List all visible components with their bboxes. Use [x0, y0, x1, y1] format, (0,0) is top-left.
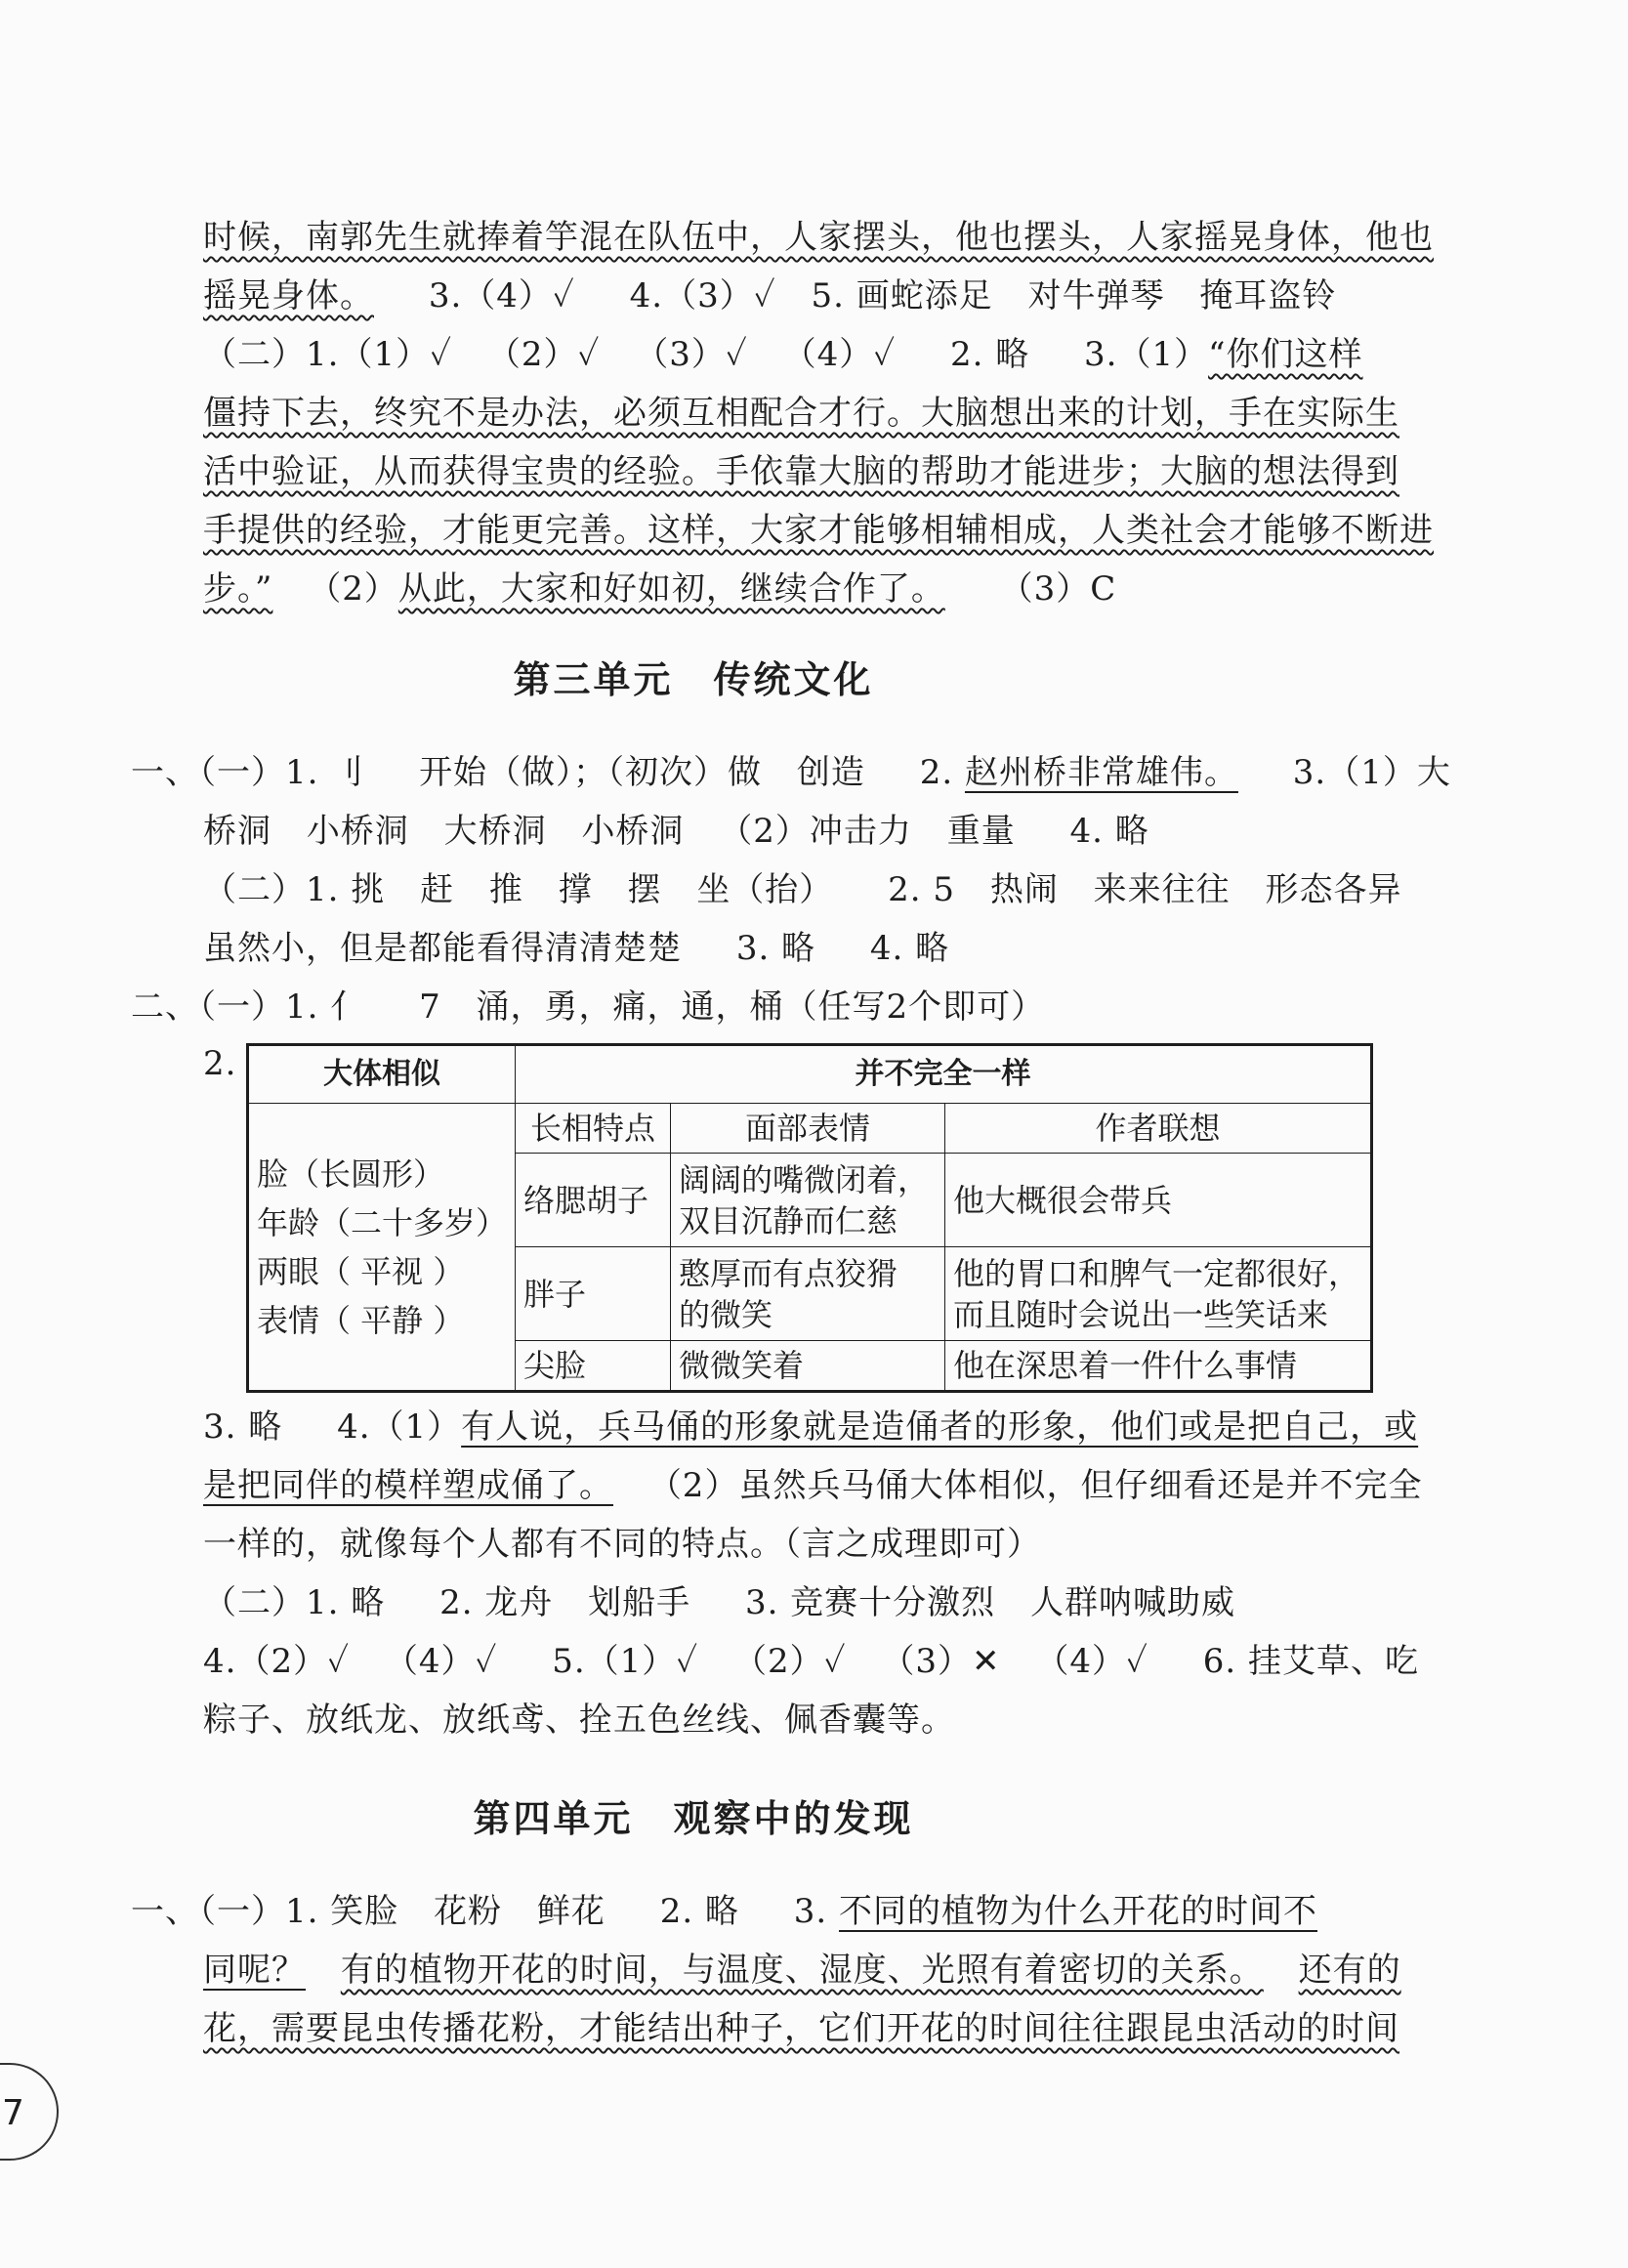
text-line: 手提供的经验，才能更完善。这样，大家才能够相辅相成，人类社会才能够不断进 — [203, 511, 1434, 550]
text-line: 步。” （2）从此，大家和好如初，继续合作了。 （3）C — [203, 569, 1117, 609]
table-cell: 尖脸 — [516, 1341, 671, 1392]
table-cell: 微微笑着 — [671, 1341, 945, 1392]
unit-title: 第三单元 传统文化 — [513, 658, 874, 701]
table-subheader: 作者联想 — [945, 1104, 1372, 1154]
text-line: （二）1.（1）✓ （2）✓ （3）✓ （4）✓ 2. 略 3.（1）“你们这样 — [203, 335, 1363, 374]
text-line: 同呢？ 有的植物开花的时间，与温度、湿度、光照有着密切的关系。 还有的 — [203, 1951, 1401, 1990]
table-header: 大体相似 — [248, 1045, 516, 1104]
text-line: 二、（一）1. 亻 7 涌，勇，痛，通，桶（任写2个即可） — [131, 987, 1046, 1027]
text-line: 活中验证，从而获得宝贵的经验。手依靠大脑的帮助才能进步；大脑的想法得到 — [203, 452, 1399, 491]
text-line: 虽然小，但是都能看得清清楚楚 3. 略 4. 略 — [203, 929, 950, 968]
table-header: 并不完全一样 — [516, 1045, 1372, 1104]
text-line: 一、（一）1. 刂 开始（做）；（初次）做 创造 2. 赵州桥非常雄伟。 3.（1）大 — [131, 753, 1451, 792]
table-cell: 阔阔的嘴微闭着， 双目沉静而仁慈 — [671, 1154, 945, 1247]
table-cell: 脸（长圆形） 年龄（二十多岁） 两眼（ 平视 ） 表情（ 平静 ） — [248, 1104, 516, 1392]
text-line: （二）1. 挑 赶 推 撑 摆 坐（抬） 2. 5 热闹 来来往往 形态各异 — [203, 870, 1402, 909]
table-label: 2. — [203, 1044, 237, 1083]
text-line: （二）1. 略 2. 龙舟 划船手 3. 竞赛十分激烈 人群呐喊助威 — [203, 1583, 1235, 1622]
text-line — [203, 217, 1434, 258]
unit-title: 第四单元 观察中的发现 — [473, 1797, 914, 1840]
text-line: 摇晃身体。 3.（4）✓ 4.（3）✓ 5. 画蛇添足 对牛弹琴 掩耳盗铃 — [203, 276, 1337, 315]
text-line: 是把同伴的模样塑成俑了。 （2）虽然兵马俑大体相似，但仔细看还是并不完全 — [203, 1466, 1423, 1505]
table-subheader: 面部表情 — [671, 1104, 945, 1154]
table-cell: 憨厚而有点狡猾 的微笑 — [671, 1247, 945, 1341]
text-line: 一样的，就像每个人都有不同的特点。（言之成理即可） — [203, 1525, 1041, 1564]
table-cell: 胖子 — [516, 1247, 671, 1341]
text-line: 粽子、放纸龙、放纸鸢、拴五色丝线、佩香囊等。 — [203, 1701, 955, 1740]
text-line: 4.（2）✓ （4）✓ 5.（1）✓ （2）✓ （3）✕ （4）✓ 6. 挂艾草、吃 — [203, 1642, 1419, 1681]
text-line: 花，需要昆虫传播花粉，才能结出种子，它们开花的时间往往跟昆虫活动的时间 — [203, 2009, 1399, 2048]
table-subheader: 长相特点 — [516, 1104, 671, 1154]
answer-underlined: 时候，南郭先生就捧着竽混在队伍中，人家摆头，他也摆头，人家摇晃身体，他也 — [203, 218, 1434, 257]
page-number: 7 — [0, 2063, 59, 2161]
table-cell: 络腮胡子 — [516, 1154, 671, 1247]
comparison-table — [246, 1043, 1373, 1393]
text-line: 3. 略 4.（1）有人说，兵马俑的形象就是造俑者的形象，他们或是把自己，或 — [203, 1407, 1419, 1447]
text-line: 一、（一）1. 笑脸 花粉 鲜花 2. 略 3. 不同的植物为什么开花的时间不 — [131, 1892, 1318, 1931]
text-line: 僵持下去，终究不是办法，必须互相配合才行。大脑想出来的计划，手在实际生 — [203, 394, 1399, 433]
table-cell: 他的胃口和脾气一定都很好， 而且随时会说出一些笑话来 — [945, 1247, 1372, 1341]
table-cell: 他在深思着一件什么事情 — [945, 1341, 1372, 1392]
table-cell: 他大概很会带兵 — [945, 1154, 1372, 1247]
text-line: 桥洞 小桥洞 大桥洞 小桥洞 （2）冲击力 重量 4. 略 — [203, 812, 1149, 851]
